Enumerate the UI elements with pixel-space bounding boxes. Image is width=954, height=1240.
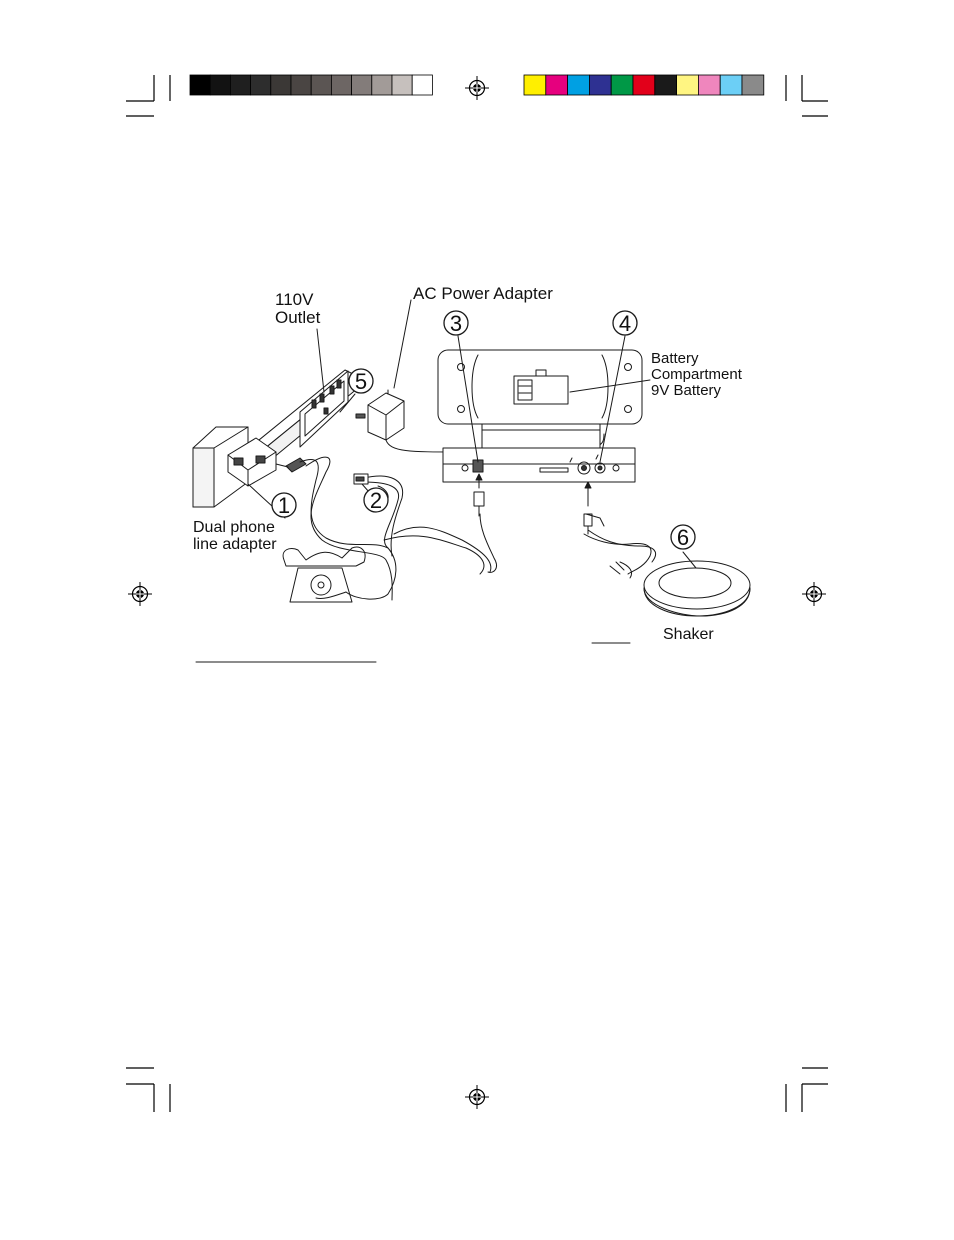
color-swatch-9 xyxy=(698,75,720,95)
gray-swatch-9 xyxy=(352,75,372,95)
battery-label-line1: Battery xyxy=(651,350,699,367)
shaker-label: Shaker xyxy=(663,626,714,643)
gray-swatch-5 xyxy=(271,75,291,95)
gray-swatch-4 xyxy=(251,75,271,95)
dual-adapter-label-line2: line adapter xyxy=(193,536,277,553)
ac-adapter-label: AC Power Adapter xyxy=(413,284,553,303)
callout-5-number: 5 xyxy=(354,369,368,394)
color-swatch-3 xyxy=(568,75,590,95)
color-swatch-1 xyxy=(524,75,546,95)
gray-swatch-1 xyxy=(190,75,210,95)
callout-3-number: 3 xyxy=(449,311,463,336)
registration-target-bottom xyxy=(465,1085,489,1109)
registration-target-right xyxy=(802,582,826,606)
color-swatch-2 xyxy=(546,75,568,95)
battery-label-line3: 9V Battery xyxy=(651,382,722,399)
registration-target-left xyxy=(128,582,152,606)
gray-swatch-6 xyxy=(291,75,311,95)
gray-swatch-11 xyxy=(392,75,412,95)
callout-2-number: 2 xyxy=(369,488,383,513)
battery-label-line2: Compartment xyxy=(651,366,742,383)
color-swatch-6 xyxy=(633,75,655,95)
color-swatch-5 xyxy=(611,75,633,95)
callout-6-number: 6 xyxy=(676,525,690,550)
telephone xyxy=(283,547,365,602)
process-color-bar xyxy=(524,75,764,95)
callout-4-number: 4 xyxy=(618,311,632,336)
receiver-unit xyxy=(438,350,642,482)
color-swatch-11 xyxy=(742,75,764,95)
gray-swatch-12 xyxy=(412,75,432,95)
color-swatch-4 xyxy=(589,75,611,95)
shaker-pad xyxy=(644,561,750,616)
color-swatch-7 xyxy=(655,75,677,95)
gray-swatch-2 xyxy=(210,75,230,95)
outlet-label-line2: Outlet xyxy=(275,308,321,327)
gray-swatch-7 xyxy=(311,75,331,95)
outlet-label-line1: 110V xyxy=(275,290,314,309)
color-swatch-10 xyxy=(720,75,742,95)
color-swatch-8 xyxy=(677,75,699,95)
gray-swatch-10 xyxy=(372,75,392,95)
registration-target-top xyxy=(465,76,489,100)
grayscale-color-bar xyxy=(190,75,432,95)
gray-swatch-3 xyxy=(230,75,250,95)
outlet-110v xyxy=(300,371,348,447)
callout-1-number: 1 xyxy=(277,493,291,518)
dual-adapter-label-line1: Dual phone xyxy=(193,519,275,536)
gray-swatch-8 xyxy=(331,75,351,95)
